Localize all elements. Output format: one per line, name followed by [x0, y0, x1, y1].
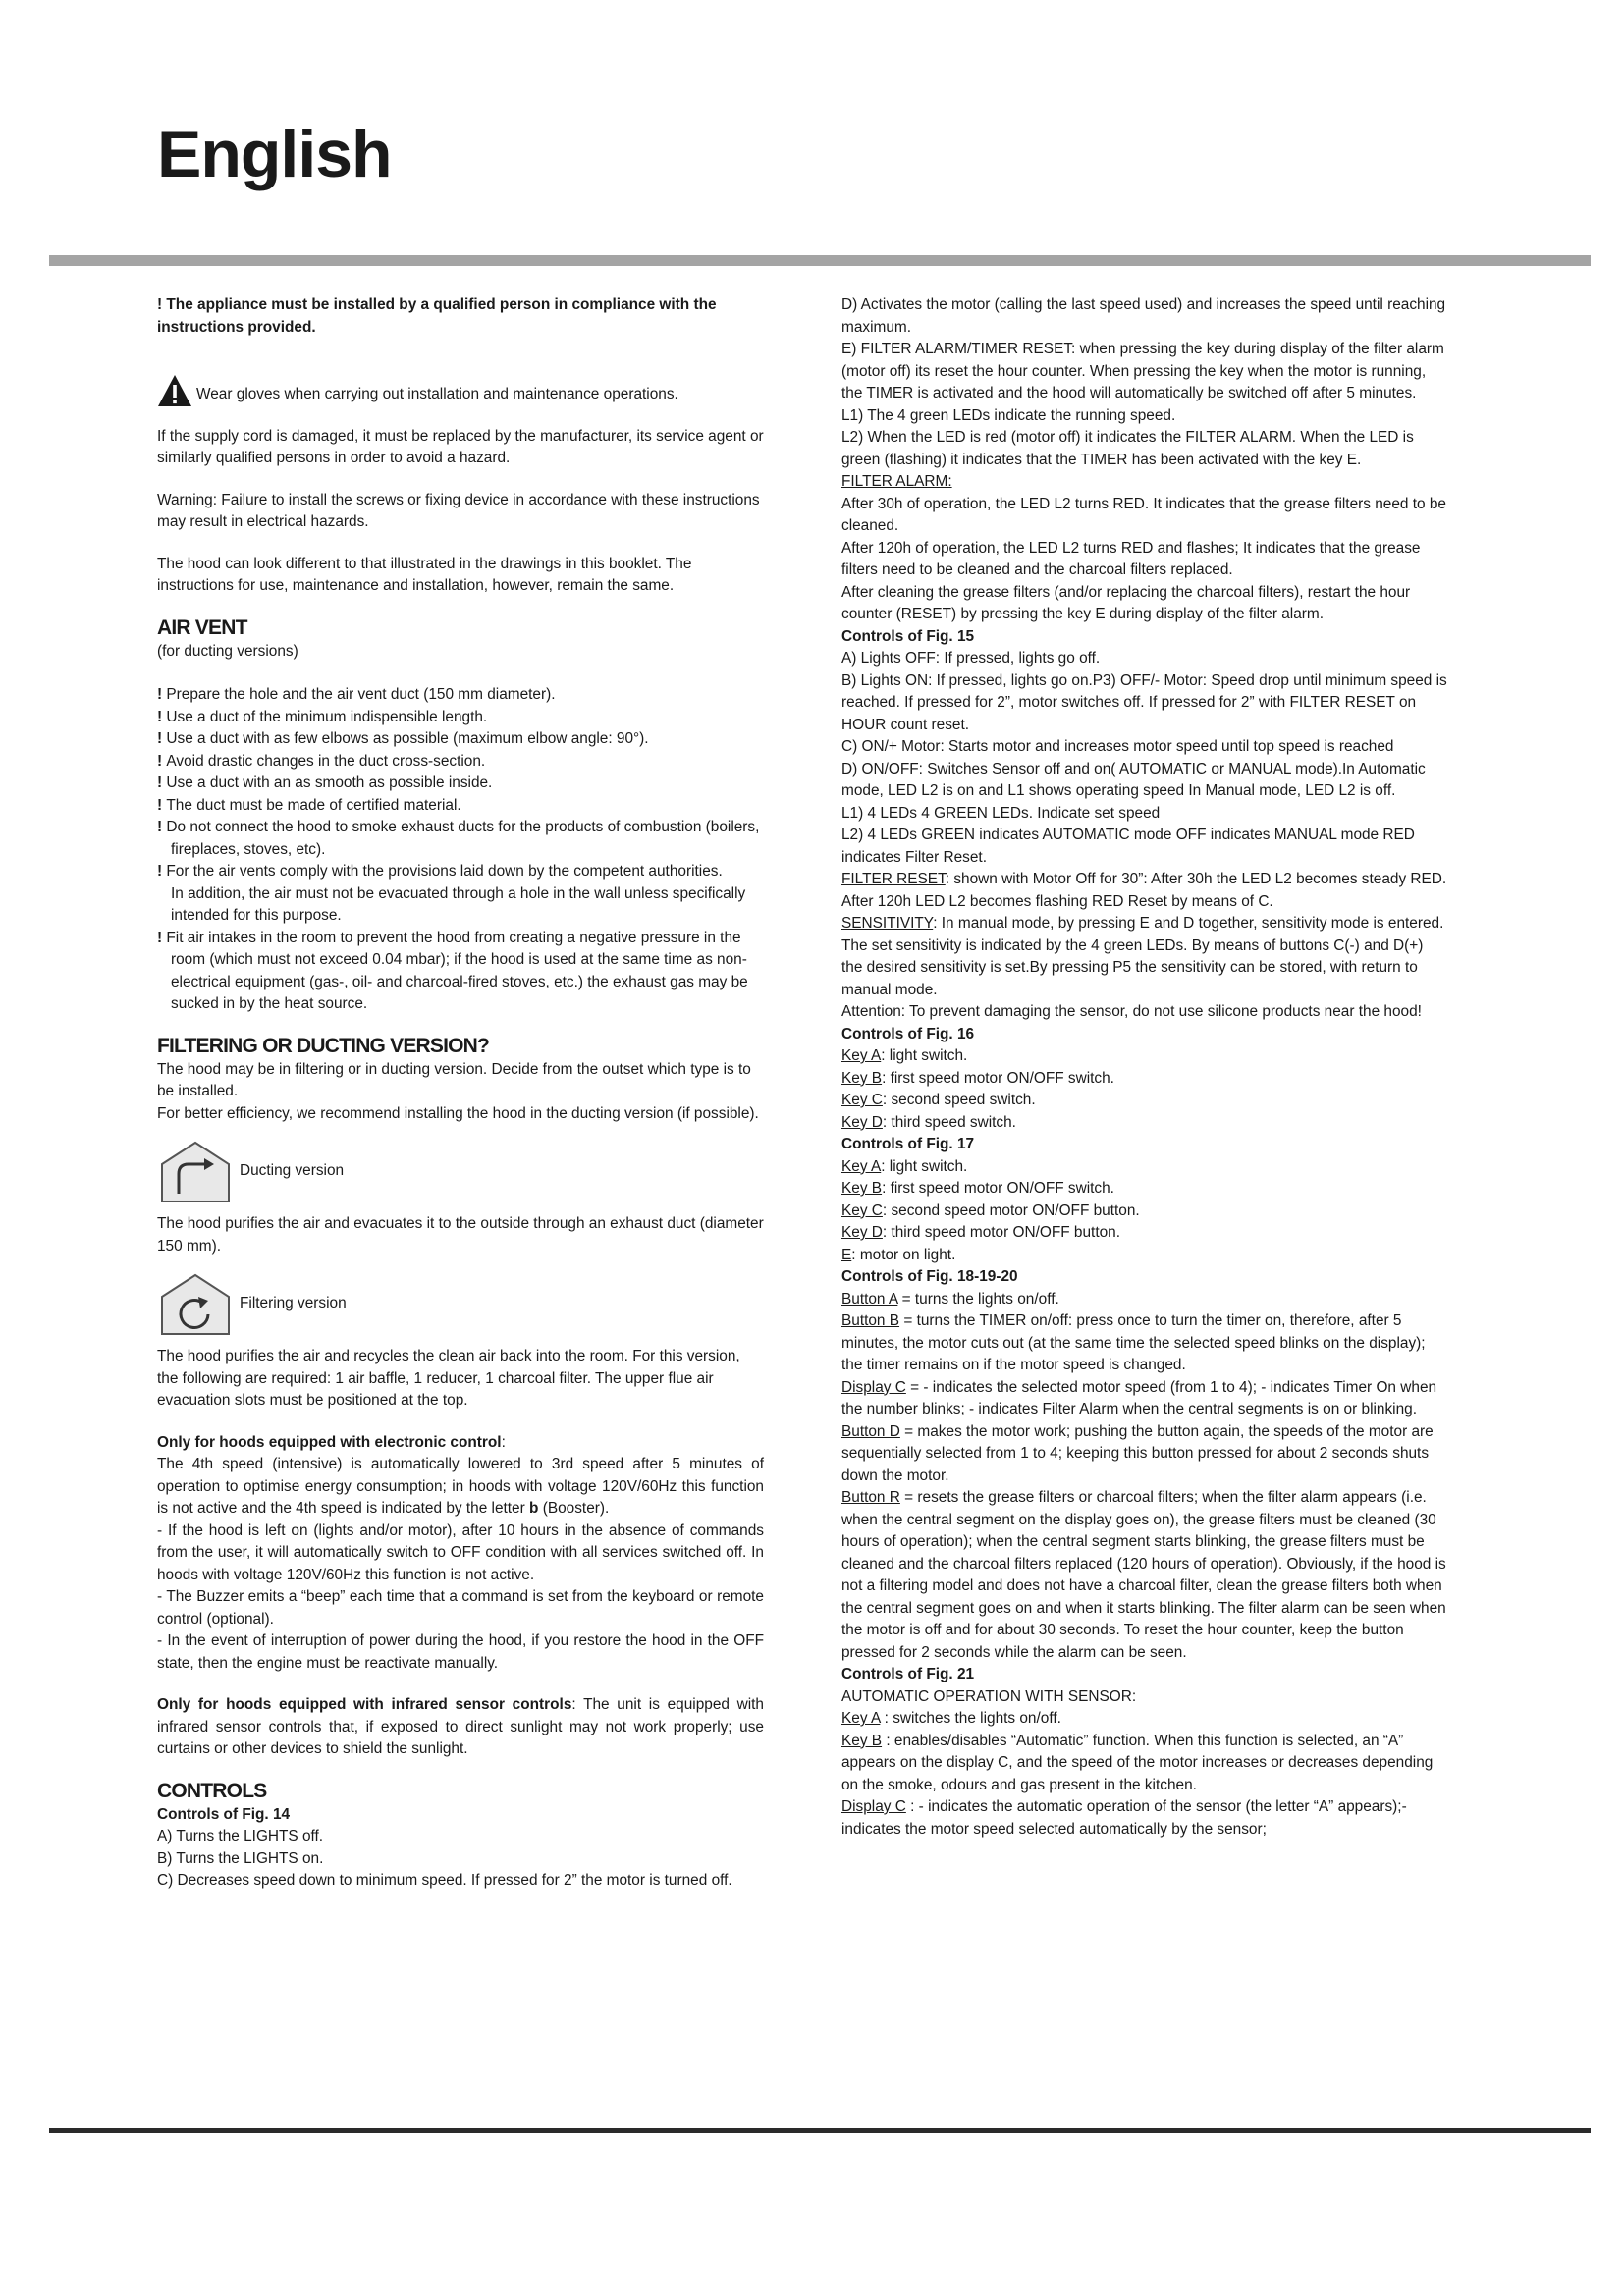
- electronic-text-4: - In the event of interruption of power during the hood, if you restore the hood in the OFF state, then the engine must be reactivate manually.: [157, 1632, 764, 1672]
- screws-warning-text: Warning: Failure to install the screws or fixing device in accordance with these instructions may result in electrical hazards.: [157, 491, 760, 530]
- ducting-house-icon: [157, 1139, 234, 1203]
- list-item: ! Use a duct with as few elbows as possible (maximum elbow angle: 90°).: [157, 730, 649, 747]
- filtering-text-2: For better efficiency, we recommend installing the hood in the ducting version (if possible).: [157, 1104, 759, 1122]
- electronic-text-2: - If the hood is left on (lights and/or motor), after 10 hours in the absence of commands from the user, it will automatically switch to OFF condition with all services switched off. In hoods with voltage 120V/60Hz this function is not active.: [157, 1522, 764, 1583]
- left-column: [157, 294, 764, 1893]
- fig14-b: B) Turns the LIGHTS on.: [157, 1849, 324, 1867]
- filtering-version-text: The hood purifies the air and recycles the clean air back into the room. For this version, the following are required: 1 air baffle, 1 reducer, 1 charcoal filter. The upper flue air evacuation slots must be positioned at the top.: [157, 1348, 740, 1409]
- list-item: ! For the air vents comply with the provisions laid down by the competent authorities.: [157, 863, 723, 880]
- fig16-heading: Controls of Fig. 16: [841, 1025, 975, 1042]
- infrared-heading: Only for hoods equipped with infrared sensor controls: [157, 1696, 572, 1713]
- fig21-subheading: AUTOMATIC OPERATION WITH SENSOR:: [841, 1687, 1137, 1705]
- fig14-heading: Controls of Fig. 14: [157, 1805, 291, 1823]
- list-item: Key B : enables/disables “Automatic” function. When this function is selected, an “A” appears on the display C, and the speed of the motor increases or decreases depending on the smoke, odours and gas present in the kitchen.: [841, 1732, 1434, 1793]
- air-vent-list: [157, 684, 764, 1016]
- sensitivity-text: SENSITIVITY: In manual mode, by pressing E and D together, sensitivity mode is entered. The set sensitivity is indicated by the 4 green LEDs. By means of buttons C(-) and D(+) the desired sensitivity is set.By pressing P5 the sensitivity can be stored, with return to manual mode.: [841, 915, 1444, 998]
- list-item: Key C: second speed switch.: [841, 1092, 1036, 1108]
- list-item: ! Use a duct with an as smooth as possible inside.: [157, 774, 493, 791]
- electronic-heading-row: Only for hoods equipped with electronic control:: [157, 1433, 506, 1451]
- warning-triangle-icon: [157, 374, 192, 407]
- list-item: E: motor on light.: [841, 1246, 956, 1263]
- electronic-heading: Only for hoods equipped with electronic control: [157, 1433, 502, 1451]
- bottom-divider: [49, 2128, 1591, 2133]
- list-item: ! Avoid drastic changes in the duct cross-section.: [157, 752, 486, 770]
- filtering-version-label: Filtering version: [240, 1294, 347, 1311]
- ducting-version-label: Ducting version: [240, 1161, 345, 1179]
- list-item: Key D: third speed motor ON/OFF button.: [841, 1224, 1120, 1241]
- fig15-c: C) ON/+ Motor: Starts motor and increases motor speed until top speed is reached: [841, 738, 1394, 755]
- list-item: Key A : switches the lights on/off.: [841, 1710, 1061, 1727]
- list-item: Button D = makes the motor work; pushing the button again, the speeds of the motor are sequentially selected from 1 to 4; keeping this button pressed for about 2 seconds shuts down the motor.: [841, 1422, 1434, 1484]
- filtering-text-1: The hood may be in filtering or in ducting version. Decide from the outset which type is to be installed.: [157, 1060, 751, 1099]
- hood-look-text: The hood can look different to that illustrated in the drawings in this booklet. The instructions for use, maintenance and installation, however, remain the same.: [157, 555, 692, 594]
- installer-notice: ! The appliance must be installed by a qualified person in compliance with the instructions provided.: [157, 296, 717, 336]
- fig15-a: A) Lights OFF: If pressed, lights go off.: [841, 650, 1101, 667]
- list-item: ! Use a duct of the minimum indispensible length.: [157, 708, 488, 725]
- list-item: Display C : - indicates the automatic operation of the sensor (the letter “A” appears);- indicates the motor speed selected automatically by the sensor;: [841, 1798, 1407, 1838]
- list-item-continuation: In addition, the air must not be evacuated through a hole in the wall unless specifically intended for this purpose.: [171, 884, 746, 924]
- list-item: Display C = - indicates the selected motor speed (from 1 to 4); - indicates Timer On when the number blinks; - indicates Filter Alarm when the central segments is on or blinking.: [841, 1378, 1437, 1417]
- fig21-heading: Controls of Fig. 21: [841, 1666, 975, 1682]
- air-vent-subheading: (for ducting versions): [157, 642, 298, 660]
- filtering-house-icon: [157, 1271, 234, 1336]
- fig14-d: D) Activates the motor (calling the last speed used) and increases the speed until reaching maximum.: [841, 296, 1446, 336]
- list-item: Button A = turns the lights on/off.: [841, 1290, 1059, 1308]
- filter-alarm-text-1: After 30h of operation, the LED L2 turns RED. It indicates that the grease filters need to be cleaned.: [841, 495, 1446, 534]
- supply-cord-text: If the supply cord is damaged, it must be replaced by the manufacturer, its service agent or similarly qualified persons in order to avoid a hazard.: [157, 427, 764, 466]
- fig14-e: E) FILTER ALARM/TIMER RESET: when pressing the key during display of the filter alarm (motor off) its reset the hour counter. When pressing the key when the motor is running, the TIMER is activated and the hood will automatically be switched off after 5 minutes.: [841, 341, 1444, 401]
- list-item: Key D: third speed switch.: [841, 1113, 1016, 1131]
- filter-alarm-heading: FILTER ALARM:: [841, 473, 952, 490]
- filter-alarm-text-2: After 120h of operation, the LED L2 turns RED and flashes; It indicates that the grease filters need to be cleaned and the charcoal filters replaced.: [841, 539, 1421, 578]
- list-item: Key A: light switch.: [841, 1047, 968, 1064]
- list-item: ! Fit air intakes in the room to prevent the hood from creating a negative pressure in the room (which must not exceed 0.04 mbar); if the hood is used at the same time as non-electrical equipment (gas-, oil- and charcoal-fired stoves, etc.) the exhaust gas may be sucked in by the heat source.: [157, 929, 748, 1012]
- list-item: Key B: first speed motor ON/OFF switch.: [841, 1069, 1114, 1087]
- gloves-warning: Wear gloves when carrying out installation and maintenance operations.: [196, 386, 678, 402]
- right-column: [841, 294, 1448, 1841]
- infrared-text: Only for hoods equipped with infrared sensor controls: The unit is equipped with infrared sensor controls that, if exposed to direct sunlight may not work properly; use curtains or other devices to shield the sunlight.: [157, 1696, 764, 1757]
- list-item: Button B = turns the TIMER on/off: press once to turn the timer on, therefore, after 5 minutes, the motor cuts out (at the same time the selected speed blinks on the display); the timer remains on if the motor speed is changed.: [841, 1312, 1426, 1373]
- fig14-c: C) Decreases speed down to minimum speed. If pressed for 2” the motor is turned off.: [157, 1872, 732, 1889]
- page-title: English: [157, 117, 392, 191]
- ducting-version-row: [157, 1139, 764, 1203]
- fig15-l2: L2) 4 LEDs GREEN indicates AUTOMATIC mode OFF indicates MANUAL mode RED indicates Filter Reset.: [841, 827, 1415, 866]
- list-item: Key C: second speed motor ON/OFF button.: [841, 1201, 1140, 1219]
- fig14-l1: L1) The 4 green LEDs indicate the running speed.: [841, 406, 1176, 424]
- controls-heading: CONTROLS: [157, 1779, 267, 1802]
- fig14-l2: L2) When the LED is red (motor off) it indicates the FILTER ALARM. When the LED is green (flashing) it indicates that the TIMER has been activated with the key E.: [841, 429, 1414, 468]
- list-item: Key A: light switch.: [841, 1157, 968, 1175]
- attention-text: Attention: To prevent damaging the sensor, do not use silicone products near the hood!: [841, 1003, 1422, 1020]
- top-divider: [49, 255, 1591, 266]
- list-item: Key B: first speed motor ON/OFF switch.: [841, 1180, 1114, 1197]
- filtering-version-row: [157, 1271, 764, 1336]
- list-item: Button R = resets the grease filters or charcoal filters; when the filter alarm appears (i.e. when the central segment on the display goes on), the grease filters must be cleaned (30 hours of operation); when the central segment starts blinking, the grease filters must be cleaned and the charcoal filters replaced (120 hours of operation). Obviously, if the hood is not a filtering model and does not have a charcoal filter, clean the grease filters both when the central segment goes on and when it starts blinking. The filter alarm can be seen when the motor is off and for about 30 seconds. To reset the hour counter, keep the button pressed for 2 seconds while the alarm can be seen.: [841, 1489, 1446, 1661]
- electronic-text-1: The 4th speed (intensive) is automatically lowered to 3rd speed after 5 minutes of operation to optimise energy consumption; in hoods with voltage 120V/60Hz this function is not active and the 4th speed is indicated by the letter b (Booster).: [157, 1456, 764, 1517]
- list-item: ! Do not connect the hood to smoke exhaust ducts for the products of combustion (boilers, fireplaces, stoves, etc).: [157, 819, 760, 858]
- list-item: ! The duct must be made of certified material.: [157, 796, 461, 814]
- filter-alarm-text-3: After cleaning the grease filters (and/or replacing the charcoal filters), restart the hour counter (RESET) by pressing the key E during display of the filter alarm.: [841, 583, 1411, 622]
- air-vent-heading: AIR VENT: [157, 615, 247, 639]
- fig14-a: A) Turns the LIGHTS off.: [157, 1828, 324, 1844]
- fig15-l1: L1) 4 LEDs 4 GREEN LEDs. Indicate set speed: [841, 804, 1161, 822]
- fig17-heading: Controls of Fig. 17: [841, 1136, 975, 1152]
- ducting-version-text: The hood purifies the air and evacuates it to the outside through an exhaust duct (diameter 150 mm).: [157, 1215, 764, 1255]
- filter-reset-text: FILTER RESET: shown with Motor Off for 30”: After 30h the LED L2 becomes steady RED. After 120h LED L2 becomes flashing RED Reset by means of C.: [841, 871, 1447, 910]
- fig15-heading: Controls of Fig. 15: [841, 627, 975, 645]
- list-item: ! Prepare the hole and the air vent duct (150 mm diameter).: [157, 686, 556, 703]
- fig15-b: B) Lights ON: If pressed, lights go on.P3) OFF/- Motor: Speed drop until minimum speed is reached. If pressed for 2”, motor switches off. If pressed for 2” with FILTER RESET on HOUR count reset.: [841, 671, 1447, 733]
- filtering-heading: FILTERING OR DUCTING VERSION?: [157, 1034, 490, 1057]
- electronic-text-3: - The Buzzer emits a “beep” each time that a command is set from the keyboard or remote control (optional).: [157, 1588, 764, 1628]
- fig18-heading: Controls of Fig. 18-19-20: [841, 1268, 1018, 1285]
- fig15-d: D) ON/OFF: Switches Sensor off and on( AUTOMATIC or MANUAL mode).In Automatic mode, LED L2 is on and L1 shows operating speed In Manual mode, LED L2 is off.: [841, 760, 1426, 799]
